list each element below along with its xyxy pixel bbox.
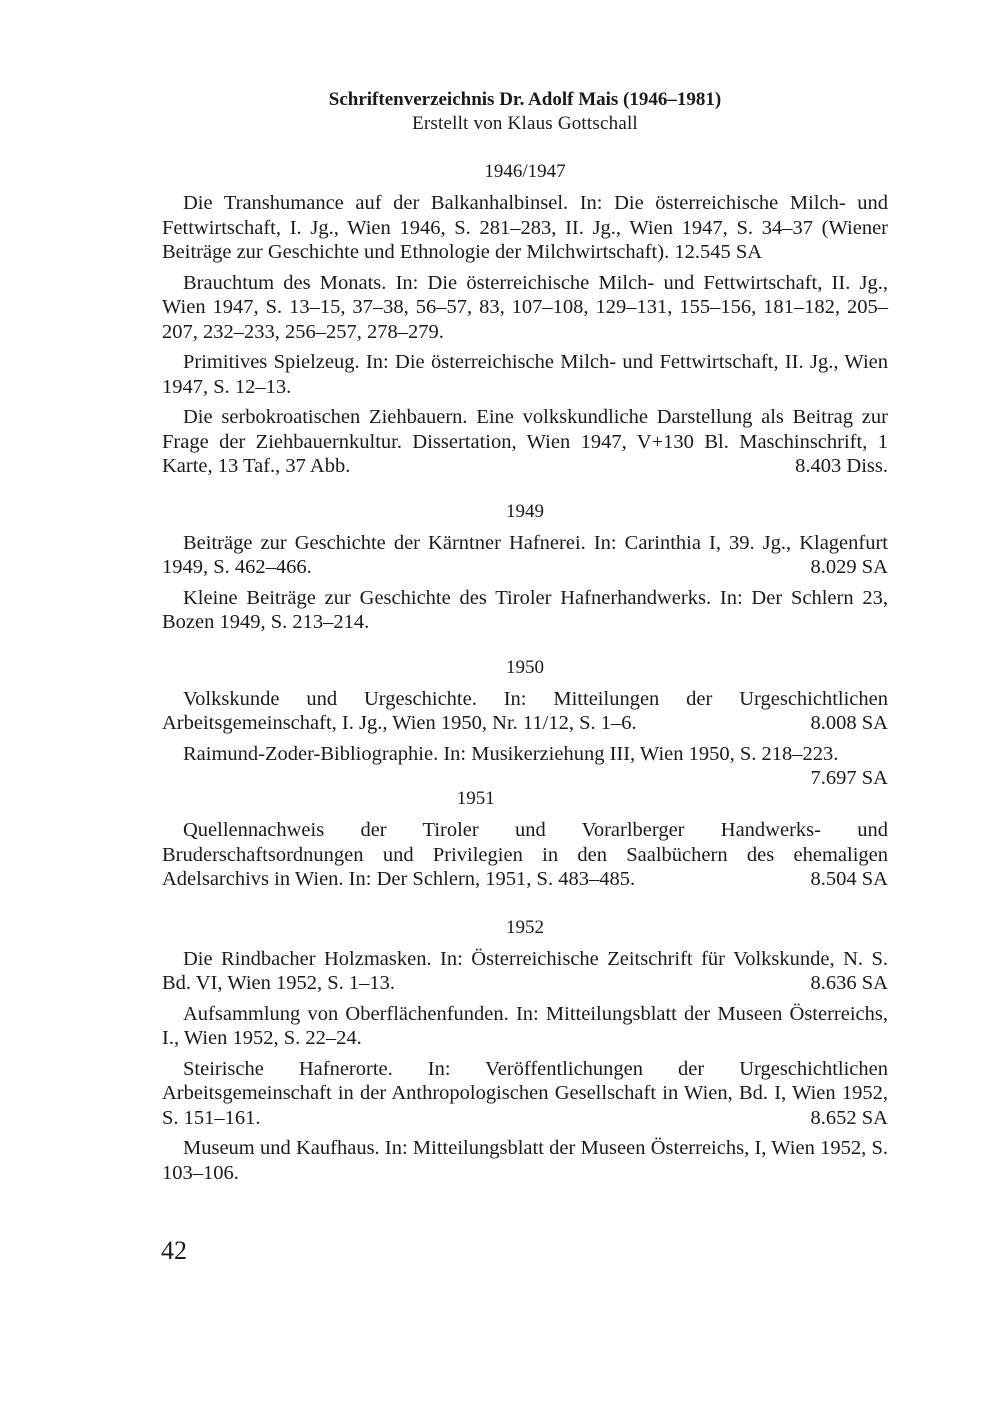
entry-text: Die serbokroatischen Ziehbauern. Eine volkskundliche Darstellung als Beitrag zur Frage der Ziehbauernkultur. Dissertation, Wien 1947, V+130 Bl. Maschinschrift, 1 Karte, 13 Taf., 37 Abb. bbox=[162, 406, 888, 477]
bibliography-entry bbox=[162, 1057, 888, 1131]
entry-reference: 8.403 Diss. bbox=[795, 455, 888, 477]
entry-reference: 8.008 SA bbox=[810, 712, 888, 734]
entry-text: Museum und Kaufhaus. In: Mitteilungsblatt der Museen Österreichs, I, Wien 1952, S. 103–106. bbox=[162, 1137, 888, 1184]
bibliography-entry bbox=[162, 947, 888, 996]
section-year-1950: 1950 bbox=[506, 656, 544, 678]
entry-reference: 8.636 SA bbox=[810, 972, 888, 994]
document-title: Schriftenverzeichnis Dr. Adolf Mais (1946–1981) bbox=[328, 89, 722, 110]
document-subtitle: Erstellt von Klaus Gottschall bbox=[412, 113, 638, 134]
bibliography-entry bbox=[162, 586, 888, 635]
entry-text: Die Rindbacher Holzmasken. In: Österreichische Zeitschrift für Volkskunde, N. S. Bd. VI, Wien 1952, S. 1–13. bbox=[162, 947, 888, 994]
entry-reference: 7.697 SA bbox=[810, 767, 888, 789]
section-year-1949: 1949 bbox=[506, 500, 544, 522]
section-year-1946-1947: 1946/1947 bbox=[484, 161, 566, 182]
entry-reference: 8.029 SA bbox=[810, 556, 888, 578]
bibliography-entry bbox=[162, 1002, 888, 1051]
bibliography-entry bbox=[162, 271, 888, 345]
bibliography-entry bbox=[162, 687, 888, 736]
entry-reference: 12.545 SA bbox=[674, 241, 763, 263]
entry-text: Beiträge zur Geschichte der Kärntner Hafnerei. In: Carinthia I, 39. Jg., Klagenfurt 1949, S. 462–466. bbox=[162, 531, 888, 578]
bibliography-entry bbox=[162, 818, 888, 892]
section-year-1952: 1952 bbox=[506, 916, 544, 938]
bibliography-entry bbox=[162, 531, 888, 580]
bibliography-entry bbox=[162, 350, 888, 399]
entry-text: Primitives Spielzeug. In: Die österreichische Milch- und Fettwirtschaft, II. Jg., Wien 1947, S. 12–13. bbox=[162, 351, 888, 398]
entry-text: Raimund-Zoder-Bibliographie. In: Musikerziehung III, Wien 1950, S. 218–223. bbox=[183, 742, 839, 765]
entry-text: Kleine Beiträge zur Geschichte des Tiroler Hafnerhandwerks. In: Der Schlern 23, Bozen 1949, S. 213–214. bbox=[162, 586, 888, 633]
bibliography-entry bbox=[162, 191, 888, 265]
entry-text: Aufsammlung von Oberflächenfunden. In: Mitteilungsblatt der Museen Österreichs, I., Wien 1952, S. 22–24. bbox=[162, 1002, 888, 1049]
entry-reference: 8.652 SA bbox=[810, 1106, 888, 1129]
entry-reference: 8.504 SA bbox=[810, 868, 888, 890]
bibliography-entry bbox=[162, 1136, 888, 1185]
bibliography-entry bbox=[162, 742, 888, 789]
entry-text: Brauchtum des Monats. In: Die österreichische Milch- und Fettwirtschaft, II. Jg., Wien 1947, S. 13–15, 37–38, 56–57, 83, 107–108, 129–131, 155–156, 181–182, 205–207, 232–233, 256–257, 278–279. bbox=[162, 271, 888, 343]
bibliography-entry bbox=[162, 405, 888, 479]
entry-text: Die Transhumance auf der Balkanhalbinsel. In: Die österreichische Milch- und Fettwirtschaft, I. Jg., Wien 1946, S. 281–283, II. Jg., Wien 1947, S. 34–37 (Wiener Beiträge zur Geschichte und Ethnologie der Milchwirtschaft). bbox=[162, 192, 888, 263]
page-content bbox=[162, 88, 888, 1185]
entry-text: Steirische Hafnerorte. In: Veröffentlichungen der Urgeschichtlichen Arbeitsgemeinschaft in der Anthropologischen Gesellschaft in Wien, Bd. I, Wien 1952, S. 151–161. bbox=[162, 1057, 888, 1129]
page-number: 42 bbox=[161, 1236, 187, 1265]
section-year-1951: 1951 bbox=[456, 788, 495, 809]
entry-text: Quellennachweis der Tiroler und Vorarlberger Handwerks- und Bruderschaftsordnungen und Privilegien in den Saalbüchern des ehemaligen Adelsarchivs in Wien. In: Der Schlern, 1951, S. 483–485. bbox=[162, 819, 888, 890]
entry-text: Volkskunde und Urgeschichte. In: Mitteilungen der Urgeschichtlichen Arbeitsgemeinschaft, I. Jg., Wien 1950, Nr. 11/12, S. 1–6. bbox=[162, 687, 888, 734]
